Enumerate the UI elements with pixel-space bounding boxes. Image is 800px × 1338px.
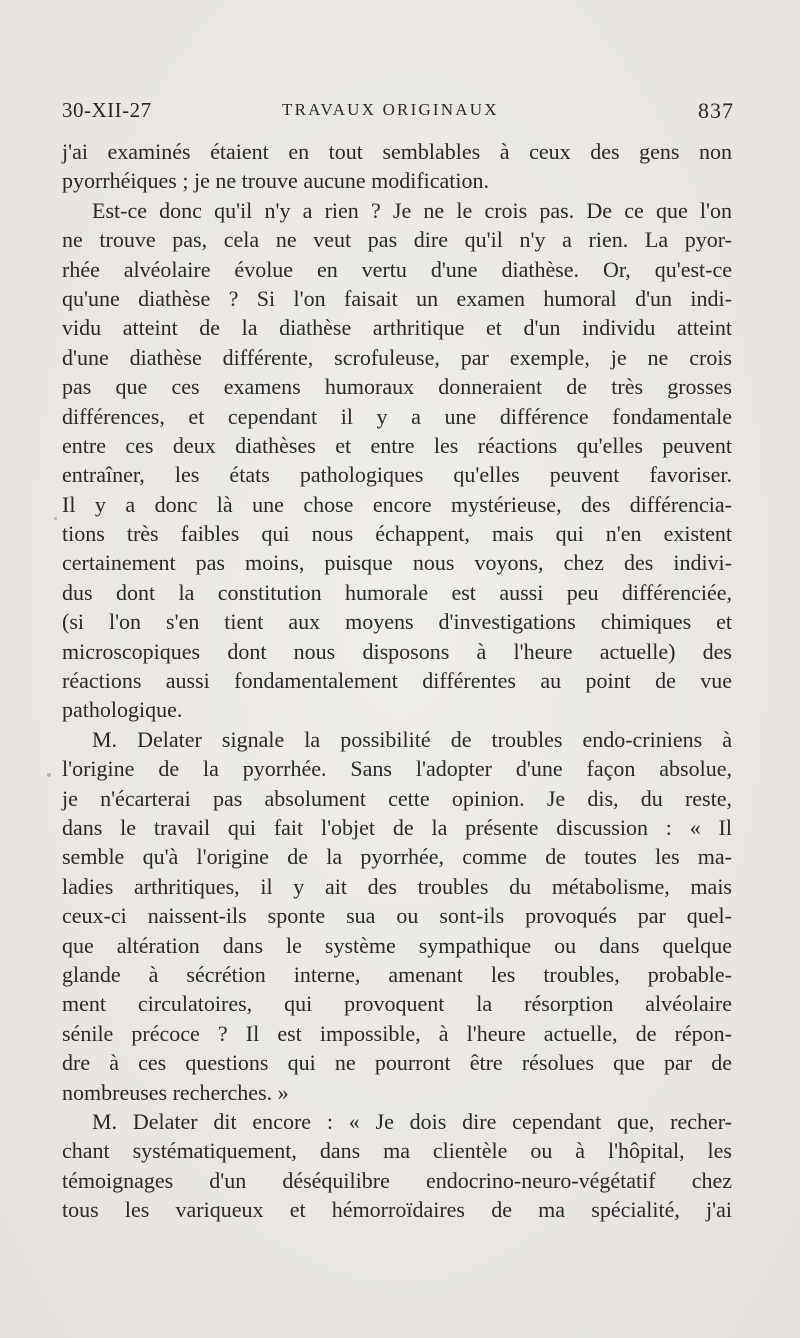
- text-line: ceux-ci naissent-ils sponte sua ou sont-ils provoqués par quel-: [62, 903, 732, 929]
- text-line: M. Delater signale la possibilité de troubles endo-criniens à: [92, 726, 732, 752]
- text-line: pas que ces examens humoraux donneraient de très grosses: [62, 374, 732, 400]
- text-line: ladies arthritiques, il y ait des troubles du métabolisme, mais: [62, 873, 732, 899]
- text-line: tous les variqueux et hémorroïdaires de ma spécialité, j'ai: [62, 1197, 732, 1223]
- text-line: semble qu'à l'origine de la pyorrhée, comme de toutes les ma-: [62, 844, 732, 870]
- text-line: ne trouve pas, cela ne veut pas dire qu'il n'y a rien. La pyor-: [62, 227, 732, 253]
- header-date: 30-XII-27: [62, 98, 152, 122]
- body-text: [62, 137, 732, 1224]
- page-number: 837: [698, 98, 734, 123]
- text-line: (si l'on s'en tient aux moyens d'investigations chimiques et: [62, 609, 732, 635]
- text-line: pathologique.: [62, 697, 183, 723]
- text-line: qu'une diathèse ? Si l'on faisait un examen humoral d'un indi-: [62, 285, 732, 311]
- text-line: différences, et cependant il y a une différence fondamentale: [62, 403, 732, 429]
- text-line: dus dont la constitution humorale est aussi peu différenciée,: [62, 579, 732, 605]
- paper-speck: [54, 517, 57, 520]
- text-line: entraîner, les états pathologiques qu'elles peuvent favoriser.: [62, 462, 732, 488]
- text-line: rhée alvéolaire évolue en vertu d'une diathèse. Or, qu'est-ce: [62, 256, 732, 282]
- text-line: glande à sécrétion interne, amenant les troubles, probable-: [62, 961, 732, 987]
- text-line: Est-ce donc qu'il n'y a rien ? Je ne le crois pas. De ce que l'on: [92, 197, 732, 223]
- text-line: témoignages d'un déséquilibre endocrino-neuro-végétatif chez: [62, 1167, 732, 1193]
- text-line: dre à ces questions qui ne pourront être résolues que par de: [62, 1050, 732, 1076]
- text-line: tions très faibles qui nous échappent, mais qui n'en existent: [62, 521, 732, 547]
- text-line: j'ai examinés étaient en tout semblables à ceux des gens non: [62, 139, 732, 164]
- text-line: l'origine de la pyorrhée. Sans l'adopter d'une façon absolue,: [62, 756, 732, 782]
- text-line: entre ces deux diathèses et entre les réactions qu'elles peuvent: [62, 432, 732, 458]
- text-line: d'une diathèse différente, scrofuleuse, par exemple, je ne crois: [62, 344, 732, 370]
- running-title: TRAVAUX ORIGINAUX: [282, 100, 499, 119]
- text-line: dans le travail qui fait l'objet de la présente discussion : « Il: [62, 814, 732, 840]
- text-line: vidu atteint de la diathèse arthritique et d'un individu atteint: [62, 315, 732, 341]
- text-line: je n'écarterai pas absolument cette opinion. Je dis, du reste,: [62, 785, 732, 811]
- text-line: réactions aussi fondamentalement différentes au point de vue: [62, 668, 732, 694]
- text-line: pyorrhéiques ; je ne trouve aucune modification.: [62, 168, 490, 194]
- paper-speck: [47, 773, 51, 777]
- text-line: certainement pas moins, puisque nous voyons, chez des indivi-: [62, 550, 732, 576]
- text-line: ment circulatoires, qui provoquent la résorption alvéolaire: [62, 991, 732, 1017]
- text-line: chant systématiquement, dans ma clientèle ou à l'hôpital, les: [62, 1138, 732, 1164]
- text-line: microscopiques dont nous disposons à l'heure actuelle) des: [62, 638, 732, 664]
- page-header: [62, 98, 734, 126]
- text-line: que altération dans le système sympathique ou dans quelque: [62, 932, 732, 958]
- text-line: M. Delater dit encore : « Je dois dire cependant que, recher-: [92, 1108, 732, 1134]
- text-line: Il y a donc là une chose encore mystérieuse, des différencia-: [62, 491, 732, 517]
- text-line: nombreuses recherches. »: [62, 1079, 289, 1105]
- text-line: sénile précoce ? Il est impossible, à l'heure actuelle, de répon-: [62, 1020, 732, 1046]
